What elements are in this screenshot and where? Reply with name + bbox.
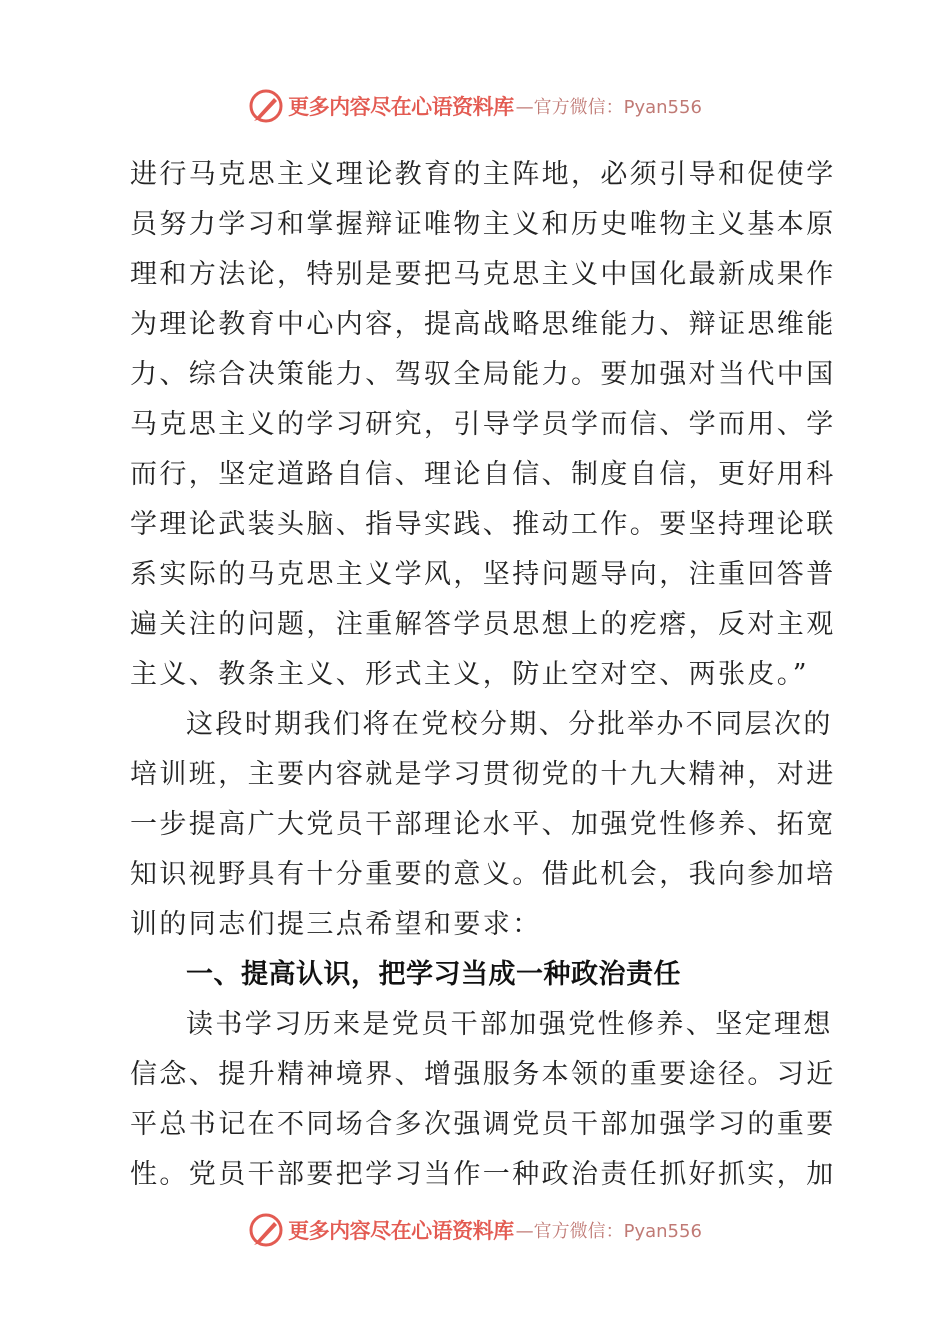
watermark-sub-text: —官方微信：Pyan556: [515, 97, 702, 118]
text-line: 知识视野具有十分重要的意义。借此机会，我向参加培: [130, 859, 836, 890]
watermark-banner-top: [0, 84, 950, 128]
watermark-main-text: 更多内容尽在心语资料库: [288, 94, 514, 119]
watermark-sub-text: —官方微信：Pyan556: [515, 1221, 702, 1242]
text-line: 进行马克思主义理论教育的主阵地，必须引导和促使学: [130, 159, 836, 190]
text-line: 训的同志们提三点希望和要求：: [130, 909, 542, 940]
text-line-paragraph-start: 读书学习历来是党员干部加强党性修养、坚定理想: [186, 1009, 833, 1040]
text-line: 学理论武装头脑、指导实践、推动工作。要坚持理论联: [130, 509, 836, 540]
text-line: 主义、教条主义、形式主义，防止空对空、两张皮。”: [130, 659, 809, 690]
text-line: 力、综合决策能力、驾驭全局能力。要加强对当代中国: [130, 359, 836, 390]
text-line-paragraph-start: 这段时期我们将在党校分期、分批举办不同层次的: [186, 709, 833, 740]
text-line: 遍关注的问题，注重解答学员思想上的疙瘩，反对主观: [130, 609, 836, 640]
text-line: 员努力学习和掌握辩证唯物主义和历史唯物主义基本原: [130, 209, 836, 240]
section-heading: 一、提高认识，把学习当成一种政治责任: [186, 959, 681, 990]
pen-circle-logo-icon: [248, 1212, 284, 1248]
text-line: 马克思主义的学习研究，引导学员学而信、学而用、学: [130, 409, 836, 440]
text-line: 平总书记在不同场合多次强调党员干部加强学习的重要: [130, 1109, 836, 1140]
text-line: 系实际的马克思主义学风，坚持问题导向，注重回答普: [130, 559, 836, 590]
pen-circle-logo-icon: [248, 88, 284, 124]
text-line: 为理论教育中心内容，提高战略思维能力、辩证思维能: [130, 309, 836, 340]
text-line: 信念、提升精神境界、增强服务本领的重要途径。习近: [130, 1059, 836, 1090]
text-line: 性。党员干部要把学习当作一种政治责任抓好抓实，加: [130, 1159, 836, 1190]
text-line: 培训班，主要内容就是学习贯彻党的十九大精神，对进: [130, 759, 836, 790]
watermark-main-text: 更多内容尽在心语资料库: [288, 1218, 514, 1243]
text-line: 而行，坚定道路自信、理论自信、制度自信，更好用科: [130, 459, 836, 490]
watermark-banner-bottom: [0, 1208, 950, 1252]
text-line: 一步提高广大党员干部理论水平、加强党性修养、拓宽: [130, 809, 836, 840]
text-line: 理和方法论，特别是要把马克思主义中国化最新成果作: [130, 259, 836, 290]
document-body: [130, 150, 836, 1200]
